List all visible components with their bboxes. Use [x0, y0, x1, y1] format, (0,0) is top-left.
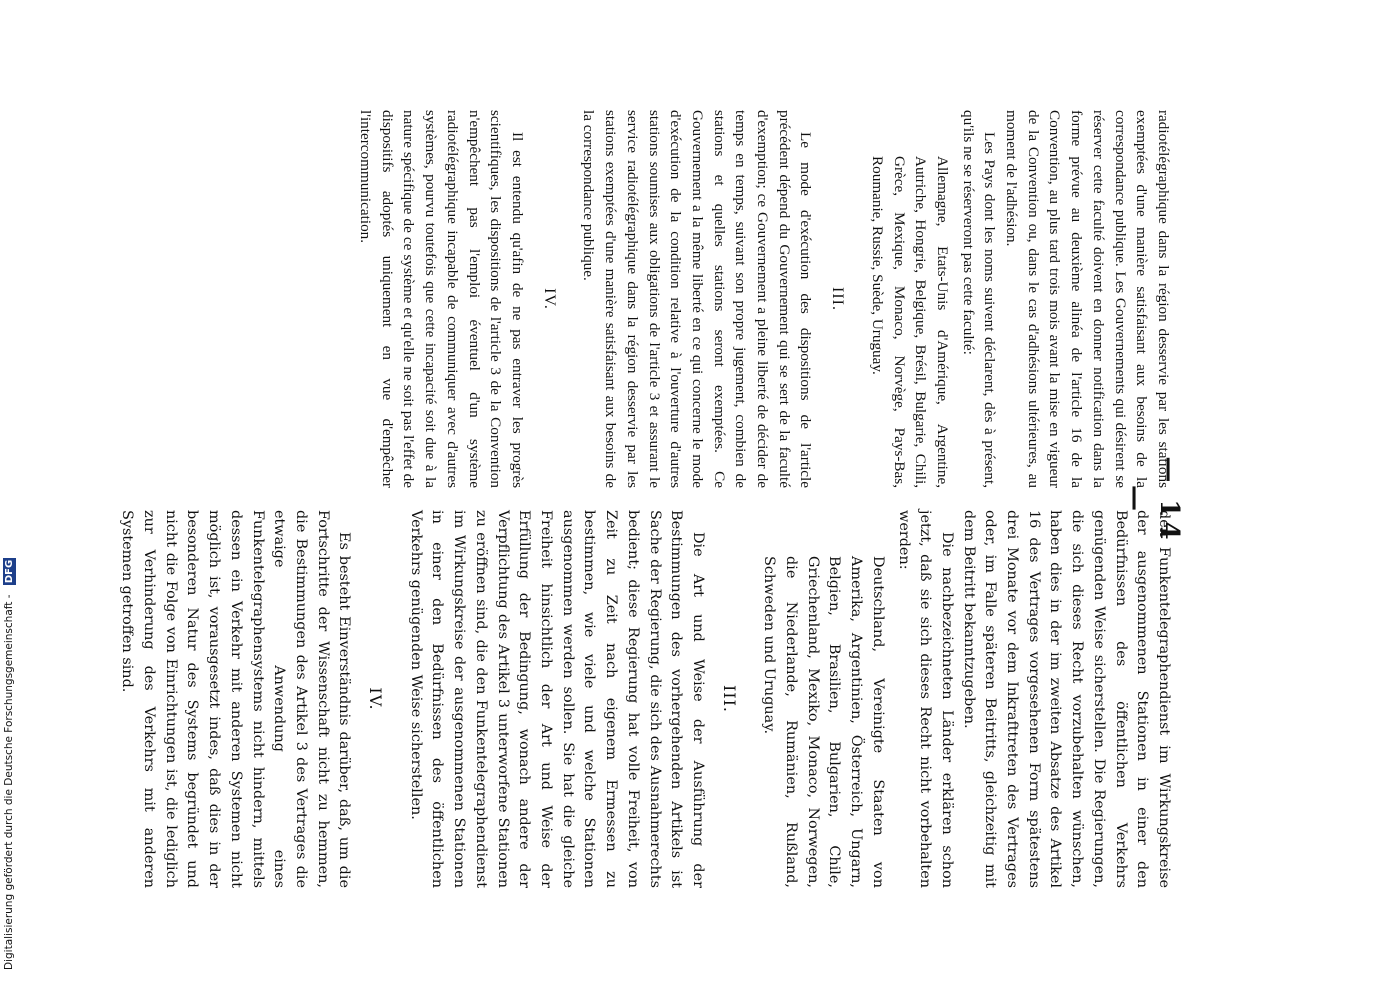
- french-heading-iii: III.: [829, 287, 847, 311]
- german-country-list: Deutschland, Vereinigte Staaten von Amerika, Argentinien, Österreich, Ungarn, Belgien, Brasilien, Bulgarien, Chile, Griechenland, Mexiko, Monaco, Norwegen, die Niederlande, Rumänien, Rußland, Schweden und Uruguay.: [761, 556, 886, 888]
- german-column: [116, 510, 1174, 888]
- french-column: [354, 110, 1174, 488]
- digitization-credit: [2, 0, 16, 1000]
- german-heading-iv: IV.: [366, 687, 386, 711]
- german-section-iii: Die Art und Weise der Ausführung der Bestimmungen des vorhergehenden Artikels ist Sache der Regierung, die sich des Ausnahmerechts bedient; diese Regierung hat volle Freiheit, von Zeit zu Zeit nach eigenem Ermessen zu bestimmen, wie viele und welche Stationen ausgenommen werden sollen. Sie hat die gleiche Freiheit hinsichtlich der Art und Weise der Erfüllung der Bedingung, wonach andere der Verpflichtung des Artikel 3 unterworfene Stationen zu eröffnen sind, die den Funkentelegraphendienst im Wirkungskreise der ausgenommenen Stationen in einer den Bedürfnissen des öffentlichen Verkehrs genügenden Weise sicherstellen.: [407, 510, 706, 888]
- page-number: — 14 —: [1120, 456, 1184, 544]
- german-intro-paragraph: den Funkentelegraphendienst im Wirkungskreise der ausgenommenen Stationen in einer den Bedürfnissen des öffentlichen Verkehrs genügenden Weise sicherstellen. Die Regierungen, die sich dieses Recht vorzubehalten wünschen, haben dies in der im zweiten Absatze des Artikel 16 des Vertrages vorgesehenen Form spätestens drei Monate vor dem Inkrafttreten des Vertrages oder, im Falle späteren Beitritts, gleichzeitig mit dem Beitritt bekanntzugeben.: [960, 510, 1172, 888]
- french-country-list: Allemagne, Etats-Unis d'Amérique, Argentine, Autriche, Hongrie, Belgique, Brésil, Bulgarie, Chili, Grèce, Mexique, Monaco, Norvège, Pays-Bas, Roumanie, Russie, Suède, Uruguay.: [868, 156, 951, 488]
- german-declaration-paragraph: Die nachbezeichneten Länder erklären schon jetzt, daß sie sich dieses Recht nicht vorbehalten werden:: [895, 510, 955, 888]
- german-section-iv: Es besteht Einverständnis darüber, daß, um die Fortschritte der Wissenschaft nicht zu hemmen, die Bestimmungen des Artikel 3 des Vertrages die etwaige Anwendung eines Funkentelegraphensystems nicht hindern, mittels dessen ein Verkehr mit anderen Systemen nicht möglich ist, vorausgesetzt indes, daß dies in der besonderen Natur des Systems begründet und nicht die Folge von Einrichtungen ist, die lediglich zur Verhinderung des Verkehrs mit anderen Systemen getroffen sind.: [119, 510, 353, 888]
- french-section-iv: Il est entendu qu'afin de ne pas entraver les progrès scientifiques, les dispositions de l'article 3 de la Convention n'empêchent pas l'emploi éventuel d'un système radiotélégraphique incapable de communiquer avec d'autres systèmes, pourvu toutefois que cette incapacité soit due à la nature spécifique de ce système et qu'elle ne soit pas l'effet de dispositifs adoptés uniquement en vue d'empêcher l'intercommunication.: [357, 110, 527, 488]
- french-declaration-paragraph: Les Pays dont les noms suivent déclarent, dès à présent, qu'ils ne se réserveront pas cette faculté:: [959, 110, 999, 488]
- german-heading-iii: III.: [719, 684, 739, 714]
- dfg-logo: DFG: [4, 559, 15, 584]
- french-heading-iv: IV.: [540, 288, 558, 310]
- scanned-page: [119, 110, 1186, 890]
- digitization-credit-text: Digitalisierung gefördert durch die Deutsche Forschungsgemeinschaft -: [3, 594, 15, 970]
- french-section-iii: Le mode d'exécution des dispositions de l'article précédent dépend du Gouvernement qui se sert de la faculté d'exemption; ce Gouvernement a pleine liberté de décider de temps en temps, suivant son propre jugement, combien de stations et quelles stations seront exemptées. Ce Gouvernement a la même liberté en ce qui concerne le mode d'exécution de la condition relative à l'ouverture d'autres stations soumises aux obligations de l'article 3 et assurant le service radiotélégraphique dans la région desservie par les stations exemptées d'une manière satisfaisant aux besoins de la correspondance publique.: [580, 110, 815, 488]
- french-intro-paragraph: radiotélégraphique dans la région desservie par les stations exemptées d'une manière satisfaisant aux besoins de la correspondance publique. Les Gouvernements qui désirent se réserver cette faculté doivent en donner notification dans la forme prévue au deuxième alinéa de l'article 16 de la Convention, au plus tard trois mois avant la mise en vigueur de la Convention ou, dans le cas d'adhésions ultérieures, au moment de l'adhésion.: [1003, 110, 1172, 488]
